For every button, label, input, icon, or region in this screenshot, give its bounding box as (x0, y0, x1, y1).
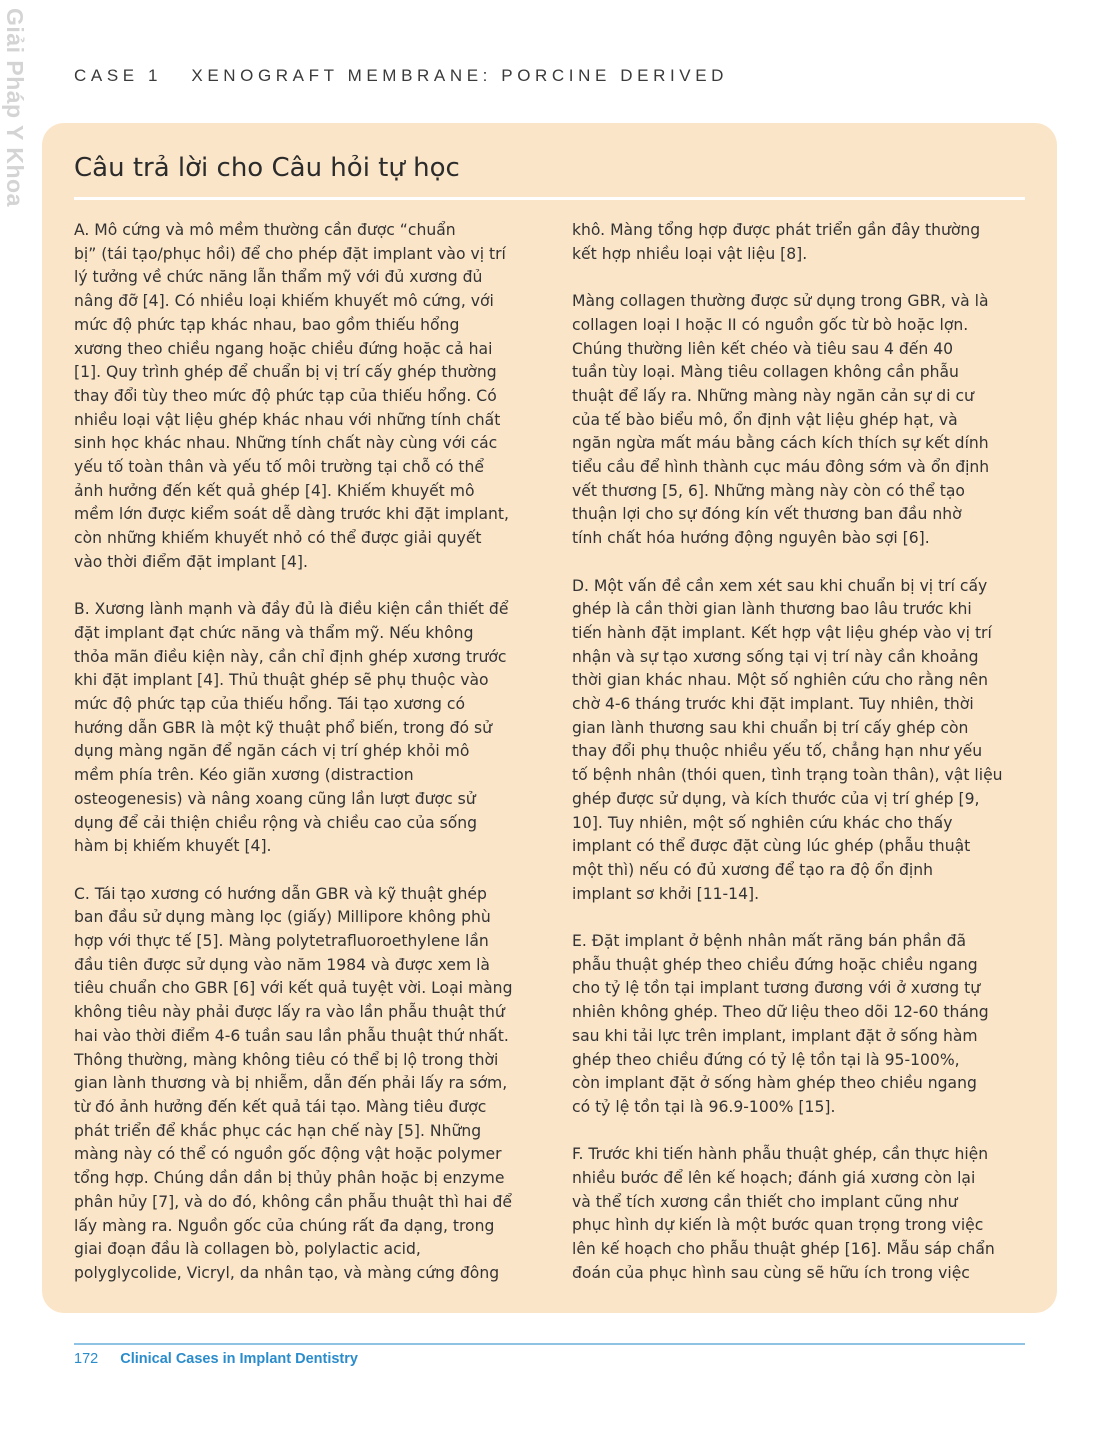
text-line: Thông thường, màng không tiêu có thể bị lộ trong thời (74, 1050, 499, 1069)
paragraph (572, 1143, 1017, 1285)
text-line: thời gian khác nhau. Một số nghiên cứu cho rằng nên (572, 671, 989, 690)
footer-divider (74, 1343, 1025, 1345)
text-line: ảnh hưởng đến kết quả ghép [4]. Khiếm khuyết mô (74, 481, 475, 500)
book-title: Clinical Cases in Implant Dentistry (120, 1351, 358, 1367)
text-line: phẫu thuật ghép theo chiều đứng hoặc chiều ngang (572, 955, 978, 974)
paragraph (572, 290, 1017, 551)
paragraph (74, 883, 530, 1286)
text-line: khô. Màng tổng hợp được phát triển gần đây thường (572, 221, 981, 239)
text-line: implant có thể được đặt cùng lúc ghép (phẫu thuật (572, 837, 971, 856)
text-line: 10]. Tuy nhiên, một số nghiên cứu khác cho thấy (572, 813, 953, 832)
text-line: A. Mô cứng và mô mềm thường cần được “chuẩn (74, 221, 456, 239)
paragraph (572, 930, 1017, 1120)
text-line: thay đổi tùy theo mức độ phức tạp của thiếu hổng. Có (74, 386, 497, 405)
text-line: mềm phía trên. Kéo giãn xương (distraction (74, 766, 414, 785)
text-line: collagen loại I hoặc II có nguồn gốc từ bò hoặc lợn. (572, 315, 969, 334)
text-line: thỏa mãn điều kiện này, cần chỉ định ghép xương trước (74, 647, 507, 666)
text-line: khi đặt implant [4]. Thủ thuật ghép sẽ phụ thuộc vào (74, 671, 489, 690)
case-title: XENOGRAFT MEMBRANE: PORCINE DERIVED (191, 66, 729, 85)
text-line: ban đầu sử dụng màng lọc (giấy) Millipore không phù (74, 908, 491, 927)
text-line: còn những khiếm khuyết nhỏ có thể được giải quyết (74, 529, 482, 548)
text-line: Chúng thường liên kết chéo và tiêu sau 4 đến 40 (572, 339, 954, 358)
text-line: gian lành thương sau khi chuẩn bị trí cấy ghép còn (572, 718, 969, 737)
text-line: còn implant đặt ở sống hàm ghép theo chiều ngang (572, 1074, 977, 1093)
text-line: đặt implant đạt chức năng và thẩm mỹ. Nếu không (74, 623, 474, 642)
text-line: tiến hành đặt implant. Kết hợp vật liệu ghép vào vị trí (572, 623, 992, 642)
text-line: tiểu cầu để hình thành cục máu đông sớm và ổn định (572, 458, 990, 477)
text-line: B. Xương lành mạnh và đầy đủ là điều kiện cần thiết để (74, 600, 509, 619)
text-line: đoán của phục hình sau cùng sẽ hữu ích trong việc (572, 1263, 970, 1282)
text-line: bị” (tái tạo/phục hồi) để cho phép đặt implant vào vị trí (74, 244, 506, 263)
text-line: một thì) nếu có đủ xương để tạo ra độ ổn định (572, 860, 934, 879)
watermark-text: Giải Pháp Y Khoa (2, 8, 28, 207)
text-line: sinh học khác nhau. Những tính chất này cùng với các (74, 434, 498, 453)
text-line: C. Tái tạo xương có hướng dẫn GBR và kỹ thuật ghép (74, 884, 487, 903)
text-line: E. Đặt implant ở bệnh nhân mất răng bán phần đã (572, 932, 967, 951)
text-line: nhận và sự tạo xương sống tại vị trí này cần khoảng (572, 647, 979, 666)
text-line: vết thương [5, 6]. Những màng này còn có thể tạo (572, 481, 965, 500)
text-line: sau khi tải lực trên implant, implant đặt ở sống hàm (572, 1026, 978, 1045)
text-line: dụng để cải thiện chiều rộng và chiều cao của sống (74, 813, 478, 832)
text-line: vào thời điểm đặt implant [4]. (74, 552, 308, 571)
text-line: hợp với thực tế [5]. Màng polytetrafluoroethylene lần (74, 932, 489, 951)
text-line: hàm bị khiếm khuyết [4]. (74, 837, 272, 856)
text-line: Màng collagen thường được sử dụng trong GBR, và là (572, 292, 989, 311)
text-line: giai đoạn đầu là collagen bò, polylactic acid, (74, 1240, 421, 1259)
text-line: không tiêu này phải được lấy ra vào lần phẫu thuật thứ (74, 1003, 505, 1022)
page-footer (74, 1351, 358, 1367)
text-line: lý tưởng về chức năng lẫn thẩm mỹ với đủ xương đủ (74, 268, 483, 287)
case-number: CASE 1 (74, 66, 163, 85)
text-line: thuật để lấy ra. Những màng này ngăn cản sự di cư (572, 386, 974, 405)
paragraph (74, 219, 530, 575)
paragraph (74, 598, 530, 859)
text-line: nhiều loại vật liệu ghép khác nhau với những tính chất (74, 410, 501, 429)
text-line: implant sơ khởi [11-14]. (572, 884, 760, 903)
text-line: cho tỷ lệ tồn tại implant tương đương với ở xương tự (572, 979, 981, 998)
text-line: thay đổi phụ thuộc nhiều yếu tố, chẳng hạn như yếu (572, 742, 983, 761)
text-line: phát triển để khắc phục các hạn chế này [5]. Những (74, 1121, 482, 1140)
text-line: ghép được sử dụng, và kích thước của vị trí ghép [9, (572, 789, 980, 808)
box-title: Câu trả lời cho Câu hỏi tự học (74, 153, 460, 183)
text-line: lên kế hoạch cho phẫu thuật ghép [16]. Mẫu sáp chẩn (572, 1240, 995, 1259)
text-line: từ đó ảnh hưởng đến kết quả tái tạo. Màng tiêu được (74, 1097, 487, 1116)
text-line: D. Một vấn đề cần xem xét sau khi chuẩn bị vị trí cấy (572, 576, 988, 595)
text-line: thuận lợi cho sự đóng kín vết thương ban đầu nhờ (572, 505, 962, 524)
text-line: mức độ phức tạp của thiếu hổng. Tái tạo xương có (74, 695, 466, 714)
text-line: đầu tiên được sử dụng vào năm 1984 và được xem là (74, 955, 490, 974)
text-line: mức độ phức tạp khác nhau, bao gồm thiếu hổng (74, 315, 460, 334)
text-line: ngăn ngừa mất máu bằng cách kích thích sự kết dính (572, 434, 989, 453)
title-divider (74, 197, 1025, 200)
text-line: lấy màng ra. Nguồn gốc của chúng rất đa dạng, trong (74, 1216, 495, 1235)
left-column (74, 219, 530, 1309)
text-line: phục hình dự kiến là một bước quan trọng trong việc (572, 1216, 984, 1235)
text-line: của tế bào biểu mô, ổn định vật liệu ghép hạt, và (572, 410, 958, 429)
text-line: tiêu chuẩn cho GBR [6] với kết quả tuyệt vời. Loại màng (74, 979, 513, 998)
text-line: và thể tích xương cần thiết cho implant cũng như (572, 1192, 958, 1211)
text-line: mềm lớn được kiểm soát dễ dàng trước khi đặt implant, (74, 505, 510, 524)
text-line: osteogenesis) và nâng xoang cũng lần lượt được sử (74, 789, 476, 808)
text-line: hai vào thời điểm 4-6 tuần sau lần phẫu thuật thứ nhất. (74, 1026, 509, 1045)
running-header (74, 66, 728, 86)
text-line: chờ 4-6 tháng trước khi đặt implant. Tuy nhiên, thời (572, 695, 974, 714)
text-line: ghép là cần thời gian lành thương bao lâu trước khi (572, 600, 972, 619)
page-number: 172 (74, 1351, 99, 1367)
text-line: màng này có thể có nguồn gốc động vật hoặc polymer (74, 1145, 502, 1164)
text-line: polyglycolide, Vicryl, da nhân tạo, và màng cứng đông (74, 1263, 500, 1282)
text-line: tổng hợp. Chúng dần dần bị thủy phân hoặc bị enzyme (74, 1169, 505, 1188)
text-line: nhiên không ghép. Theo dữ liệu theo dõi 12-60 tháng (572, 1003, 989, 1022)
text-line: yếu tố toàn thân và yếu tố môi trường tại chỗ có thể (74, 458, 485, 477)
paragraph (572, 219, 1017, 266)
text-line: kết hợp nhiều loại vật liệu [8]. (572, 244, 808, 263)
text-line: có tỷ lệ tồn tại là 96.9-100% [15]. (572, 1097, 836, 1116)
text-line: [1]. Quy trình ghép để chuẩn bị vị trí cấy ghép thường (74, 363, 497, 382)
right-column (572, 219, 1017, 1309)
text-line: dụng màng ngăn để ngăn cách vị trí ghép khỏi mô (74, 742, 470, 761)
text-line: gian lành thương và bị nhiễm, dẫn đến phải lấy ra sớm, (74, 1074, 508, 1093)
text-line: nâng đỡ [4]. Có nhiều loại khiếm khuyết mô cứng, với (74, 292, 494, 311)
text-line: phân hủy [7], và do đó, không cần phẫu thuật thì hai để (74, 1192, 512, 1211)
text-line: tính chất hóa hướng động nguyên bào sợi [6]. (572, 529, 930, 548)
text-line: ghép theo chiều đứng có tỷ lệ tồn tại là 95-100%, (572, 1050, 960, 1069)
text-line: tố bệnh nhân (thói quen, tình trạng toàn thân), vật liệu (572, 766, 1003, 785)
text-line: tuần tùy loại. Màng tiêu collagen không cần phẫu (572, 363, 959, 382)
text-line: hướng dẫn GBR là một kỹ thuật phổ biến, trong đó sử (74, 718, 493, 737)
paragraph (572, 575, 1017, 907)
text-line: F. Trước khi tiến hành phẫu thuật ghép, cần thực hiện (572, 1145, 989, 1164)
text-line: nhiều bước để lên kế hoạch; đánh giá xương còn lại (572, 1169, 976, 1188)
answers-box (42, 123, 1057, 1313)
text-line: xương theo chiều ngang hoặc chiều đứng hoặc cả hai (74, 339, 493, 358)
